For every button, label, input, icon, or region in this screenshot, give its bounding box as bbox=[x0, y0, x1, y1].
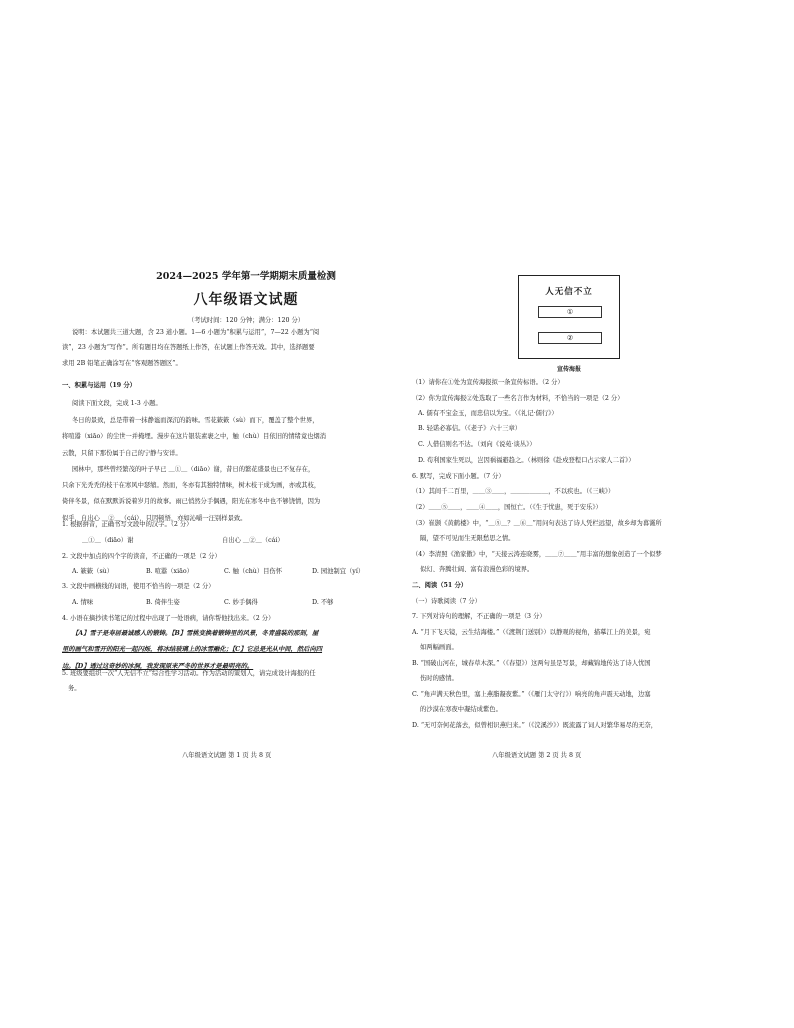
poster-box bbox=[518, 275, 620, 359]
q7-option-line: D. “无可奈何花落去，似曾相识燕归来。”（《浣溪沙》）既流露了词人对繁华易尽的无奈， bbox=[412, 722, 658, 729]
q4-line: 【A】雪子是寿居最诚感人的锻铸。【B】雪桃变换着锻铸里的风景，冬青盛装的那刻，屋 bbox=[72, 630, 319, 637]
q6-item-2: （2）＿＿⑤＿＿，＿＿④＿＿，国恒亡。（《生于忧患，死于安乐》） bbox=[412, 504, 602, 511]
q5-option-a: A. 儒有不宝金玉，而忠信以为宝。（《礼记·儒行》） bbox=[418, 410, 558, 417]
passage-line: 云散，只留下那份属于自己的宁静与安详。 bbox=[62, 449, 182, 457]
passage bbox=[62, 418, 326, 522]
q4-line: 边。【D】透过这奇妙的冰洞，我发现原来严冬的世界才是最明亮的。 bbox=[62, 662, 254, 670]
exam-header: 2024—2025 学年第一学期期末质量检测 bbox=[156, 271, 336, 282]
q5-option-c: C. 人借信则名不达。（刘向《说苑·谈丛》） bbox=[418, 441, 536, 448]
q2-option-c: C. 触（chù）目伤怀 bbox=[224, 568, 283, 575]
q5-option-b: B. 轻诺必寡信。（《老子》六十三章） bbox=[418, 425, 522, 432]
question-3: 3. 文段中画横线的词语，使用不恰当的一项是（2 分） bbox=[62, 583, 215, 590]
page-footer: 八年级语文试题 第 1 页 共 8 页 bbox=[182, 752, 272, 759]
q7-option-line: B. “国破山河在，城春草木深。”（《春望》）这两句虽是写景，却藏锦地传达了诗人忧国 bbox=[412, 660, 651, 667]
page-footer: 八年级语文试题 第 2 页 共 8 页 bbox=[492, 752, 582, 759]
passage-line: 园林中，那些曾经繁茂的叶子早已 ＿①＿（diāo）谢，昔日的繁花盛景也已不复存在， bbox=[72, 465, 315, 473]
q3-option-b: B. 倚伴生姿 bbox=[146, 599, 180, 606]
q1-blank-2: 自出心 ＿②＿（cái） bbox=[222, 537, 284, 544]
q5-sub-1: （1）请你在①处为宣传海报拟一条宣传标语。（2 分） bbox=[412, 379, 564, 386]
passage-line: 倚伴冬景，似在默默诉说着岁月的故事。雨已悄然分手偶遇，阳光在寒冬中也不够饶情，因为 bbox=[62, 498, 321, 506]
passage-line: 只余下光秃秃的枝干在寒风中瑟缩。然而，冬亦有其独特情味，树木枝干成为画，亦或其枝， bbox=[62, 482, 321, 490]
subsection-heading: （一）诗歌阅读（7 分） bbox=[412, 598, 481, 605]
q5-line: 务。 bbox=[68, 685, 81, 693]
exam-title: 八年级语文试题 bbox=[193, 292, 299, 308]
poster-slot-2: ② bbox=[538, 332, 602, 344]
q7-option-line: C. “角声满天秋色里，塞上燕脂凝夜紫。”（《雁门太守行》）响亮的角声震天动地，边塞 bbox=[412, 691, 651, 698]
question-1: 1. 根据拼音，正确书写文段中的汉字。（2 分） bbox=[62, 521, 193, 528]
q2-option-d: D. 园池制宜（yí） bbox=[312, 568, 365, 575]
q7-option-line: 伤时的感情。 bbox=[420, 675, 458, 682]
question-4: 4. 小语在摘抄读书笔记的过程中出现了一处语病，请你帮他找出来。（2 分） bbox=[62, 615, 275, 622]
q5-option-d: D. 苟利国家生死以，岂因祸福避趋之。（林则徐《赴戍登程口占示家人二首》） bbox=[418, 457, 635, 464]
q1-blank-1: ＿①＿（diāo）谢 bbox=[82, 537, 134, 544]
question-7: 7. 下列对诗句的理解，不正确的一项是（3 分） bbox=[412, 613, 546, 620]
passage-line: 似乎，自出心 ＿②＿（cái），只因顿悟，亦如沁嚼一汪别样景致。 bbox=[62, 514, 247, 522]
question-5 bbox=[62, 671, 316, 693]
q7-option-line: 的沙漠在寒夜中凝结成紫色。 bbox=[420, 706, 502, 713]
question-6: 6. 默写，完成下面小题。（7 分） bbox=[412, 473, 505, 480]
q6-item-4-cont: 似幻、奔腾壮阔、富有浪漫色彩的境界。 bbox=[420, 566, 534, 573]
q4-line: 里的画气和雪开的阳光一起闪烁，将冰结玻璃上的冰雪融化；【C】它总是光从中间，然后向四 bbox=[62, 646, 323, 654]
instruction-line: 读”，23 小题为“写作”。所有题目均在答题纸上作答，在试题上作答无效。其中，选择题要 bbox=[62, 344, 315, 352]
q6-item-3-cont: 隔，望不可见而生无限愁思之情。 bbox=[420, 535, 515, 542]
q7-option-line: A. “月下飞天镜，云生结海楼。”（《渡荆门送别》）以静观的视角，描摹江上的美景，宛 bbox=[412, 629, 651, 636]
q6-item-3: （3）崔颢《黄鹤楼》中，“＿⑤＿？＿⑥＿”用问句表达了诗人凭栏远望，故乡却为暮霭所 bbox=[412, 520, 662, 527]
q4-text bbox=[62, 631, 322, 670]
read-intro: 阅读下面文段，完成 1-3 小题。 bbox=[72, 400, 162, 407]
section-heading: 一、积累与运用（19 分） bbox=[62, 382, 136, 389]
exam-meta: （考试时间：120 分钟；满分：120 分） bbox=[187, 317, 305, 324]
q3-option-c: C. 妙手偶得 bbox=[224, 599, 258, 606]
q5-line: 5. 班级要组织一次“人无信不立”综合性学习活动。作为活动的策划人，请完成设计海报的任 bbox=[62, 670, 316, 677]
instruction-line: 说明：本试题共三道大题，含 23 道小题。1—6 小题为“积累与运用”，7—22 小题为“阅 bbox=[72, 329, 320, 336]
poster-slot-1: ① bbox=[538, 306, 602, 318]
poster-title: 人无信不立 bbox=[545, 287, 593, 297]
q6-item-1: （1）其间千二百里，＿＿③＿＿，＿＿＿＿＿＿，不以疾也。（《三峡》） bbox=[412, 488, 615, 495]
left-page bbox=[62, 268, 400, 759]
poster-caption: 宣传海报 bbox=[556, 366, 581, 373]
instruction-line: 求用 2B 铅笔正确涂写在“客观题答题区”。 bbox=[62, 359, 182, 367]
instructions bbox=[62, 330, 319, 367]
q2-option-a: A. 簌簌（sù） bbox=[72, 568, 114, 575]
q2-option-b: B. 喧嚣（xiāo） bbox=[146, 568, 193, 575]
q3-option-d: D. 不够 bbox=[312, 599, 334, 606]
passage-line: 冬日的景致，总是带着一抹静谧而深沉的韵味。雪花簌簌（sù）而下，覆盖了整个世界， bbox=[72, 417, 319, 424]
section-heading: 二、阅读（51 分） bbox=[412, 582, 468, 589]
passage-line: 将喧嚣（xiāo）的尘世一并掩埋。漫步在这片银装素裹之中，触（chù）目依旧的情绪竟也烟消 bbox=[62, 433, 327, 441]
question-2: 2. 文段中加点的四个字的读音，不正确的一项是（2 分） bbox=[62, 553, 221, 560]
q6-item-4: （4）李清照《渔家傲》中，“天接云涛连晓雾，＿＿⑦＿＿”用丰富的想象创造了一个似梦 bbox=[412, 551, 662, 558]
q3-option-a: A. 情味 bbox=[72, 599, 94, 606]
q7-option-line: 如两幅画面。 bbox=[420, 644, 458, 651]
q5-sub-2: （2）你为宣传海报②处选取了一些名言作为材料，不恰当的一项是（2 分） bbox=[412, 395, 624, 402]
